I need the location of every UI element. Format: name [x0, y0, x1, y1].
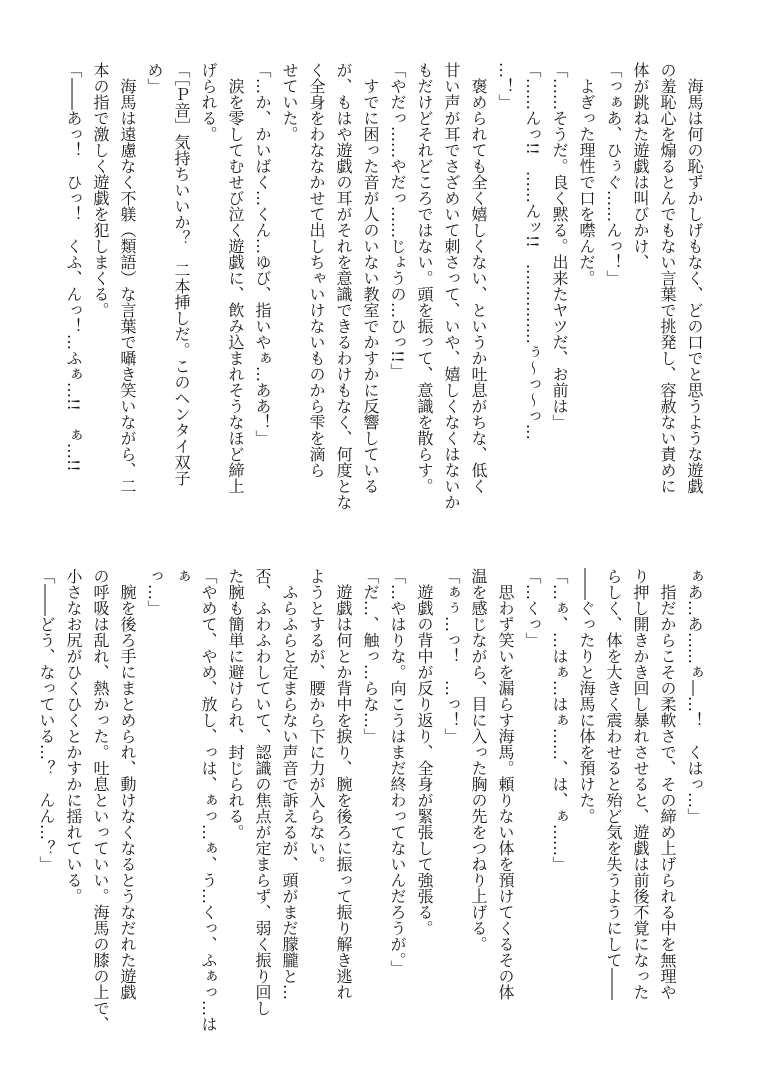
text-line: っ…」: [145, 568, 164, 616]
text-line: 海馬は遠慮なく不躾（類語）な言葉で囁き笑いながら、二: [118, 62, 137, 494]
text-line: 思わず笑いを漏らす海馬。頼りない体を預けてくるその体: [496, 568, 515, 1000]
text-line: 「……んっ!! ……んッ!! ……………ぅ～っ～っ…: [523, 62, 542, 440]
text-line: 遊戯は何とか背中を捩り、腕を後ろに振って振り解き逃れ: [334, 568, 353, 1000]
text-line: 涙を零してむせび泣く遊戯に、飲み込まれそうなほど締上: [226, 62, 245, 494]
text-line: の羞恥心を煽るとんでもない言葉で挑発し、容赦ない責めに: [658, 62, 677, 494]
text-line: め」: [145, 62, 164, 94]
text-line: ぁあ…あ……ぁ―…！ くはっ…」: [685, 568, 704, 824]
text-line: 「――どう、なっている…？ んん…？」: [37, 568, 56, 872]
text-line: 指だからこその柔軟さで、その締め上げられる中を無理や: [658, 568, 677, 1000]
text-line: ようとするが、腰から下に力が入らない。: [307, 568, 326, 872]
text-line: 温を感じながら、目に入った胸の先をつねり上げる。: [469, 568, 488, 952]
text-line: の呼吸は乱れ、熱かった。吐息といっていい。海馬の膝の上で、: [91, 568, 110, 1032]
text-line: 「だ…、触っ…らな…」: [361, 568, 380, 744]
text-line: 本の指で激しく遊戯を犯しまくる。: [91, 62, 110, 318]
text-line: ふらふらと定まらない声音で訴えるが、頭がまだ朦朧と…: [280, 568, 299, 1000]
upper-text-block: [58, 62, 708, 540]
text-line: 「――あっ！ ひっ！ くふ、んっ！…ふぁ…!! ぁ…!!: [64, 62, 83, 472]
text-line: 否、ふわふわしていて、認識の焦点が定まらず、弱く振り回し: [253, 568, 272, 1016]
text-line: が、もはや遊戯の耳がそれを意識できるわけもなく、何度とな: [334, 62, 353, 510]
text-line: せていた。: [280, 62, 299, 142]
text-line: 「…やはりな。向こうはまだ終わってないんだろうが。」: [388, 568, 407, 976]
text-line: 甘い声が耳でさざめいて刺さって、いや、嬉しくなくはないか: [442, 62, 461, 510]
text-line: ――ぐったりと海馬に体を預けた。: [577, 568, 596, 824]
text-line: よぎった理性で口を噤んだ。: [577, 62, 596, 286]
text-line: た腕も簡単に避けられ、封じられる。: [226, 568, 245, 840]
text-line: 腕を後ろ手にまとめられ、動けなくなるとうなだれた遊戯: [118, 568, 137, 1000]
text-line: 「…か、かいばく…くん…ゆび、指いやぁ…ああ！」: [253, 62, 272, 446]
text-line: 褒められても全く嬉しくない、というか吐息がちな、低く: [469, 62, 488, 494]
text-line: 「やめて、やめ、放し、っは、ぁっ…ぁ、う…くっ、ふぁっ…はぁ: [172, 568, 218, 1032]
text-line: く全身をわななかせて出しちゃいけないものから雫を滴ら: [307, 62, 326, 478]
text-line: 「［Ｐ音］気持ちいいか？ 二本挿しだ。このヘンタイ双子: [172, 62, 191, 486]
text-line: …！」: [496, 62, 515, 110]
text-line: 「…ぁ、…はぁ…はぁ……、は、ぁ……」: [550, 568, 569, 872]
text-line: 「……そうだ。良く黙る。出来たヤツだ、お前は」: [550, 62, 569, 430]
text-line: 海馬は何の恥ずかしげもなく、どの口でと思うような遊戯: [685, 62, 704, 494]
text-line: もだけどそれどころではない。頭を振って、意識を散らす。: [415, 62, 434, 494]
text-line: 遊戯の背中が反り返り、全身が緊張して強張る。: [415, 568, 434, 936]
text-line: すでに困った音が人のいない教室でかすかに反響している: [361, 62, 380, 494]
text-line: らしく、体を大きく震わせると殆ど気を失うようにして――: [604, 568, 623, 1000]
text-line: 小さなお尻がひくひくとかすかに揺れている。: [64, 568, 83, 904]
text-line: 「ぁぅ…っ！ …っ！」: [442, 568, 461, 744]
text-line: 体が跳ねた遊戯は叫びかけ、: [631, 62, 650, 270]
text-line: り押し開きかき回し暴れさせると、遊戯は前後不覚になった: [631, 568, 650, 1000]
text-line: 「やだっ……やだっ……じょうの…ひっ!!」: [388, 62, 407, 379]
lower-text-block: [37, 568, 708, 1046]
text-line: げられる。: [199, 62, 218, 142]
text-line: 「っぁあ、ひぅぐ……んっ！」: [604, 62, 623, 286]
text-line: 「…くっ」: [523, 568, 542, 648]
